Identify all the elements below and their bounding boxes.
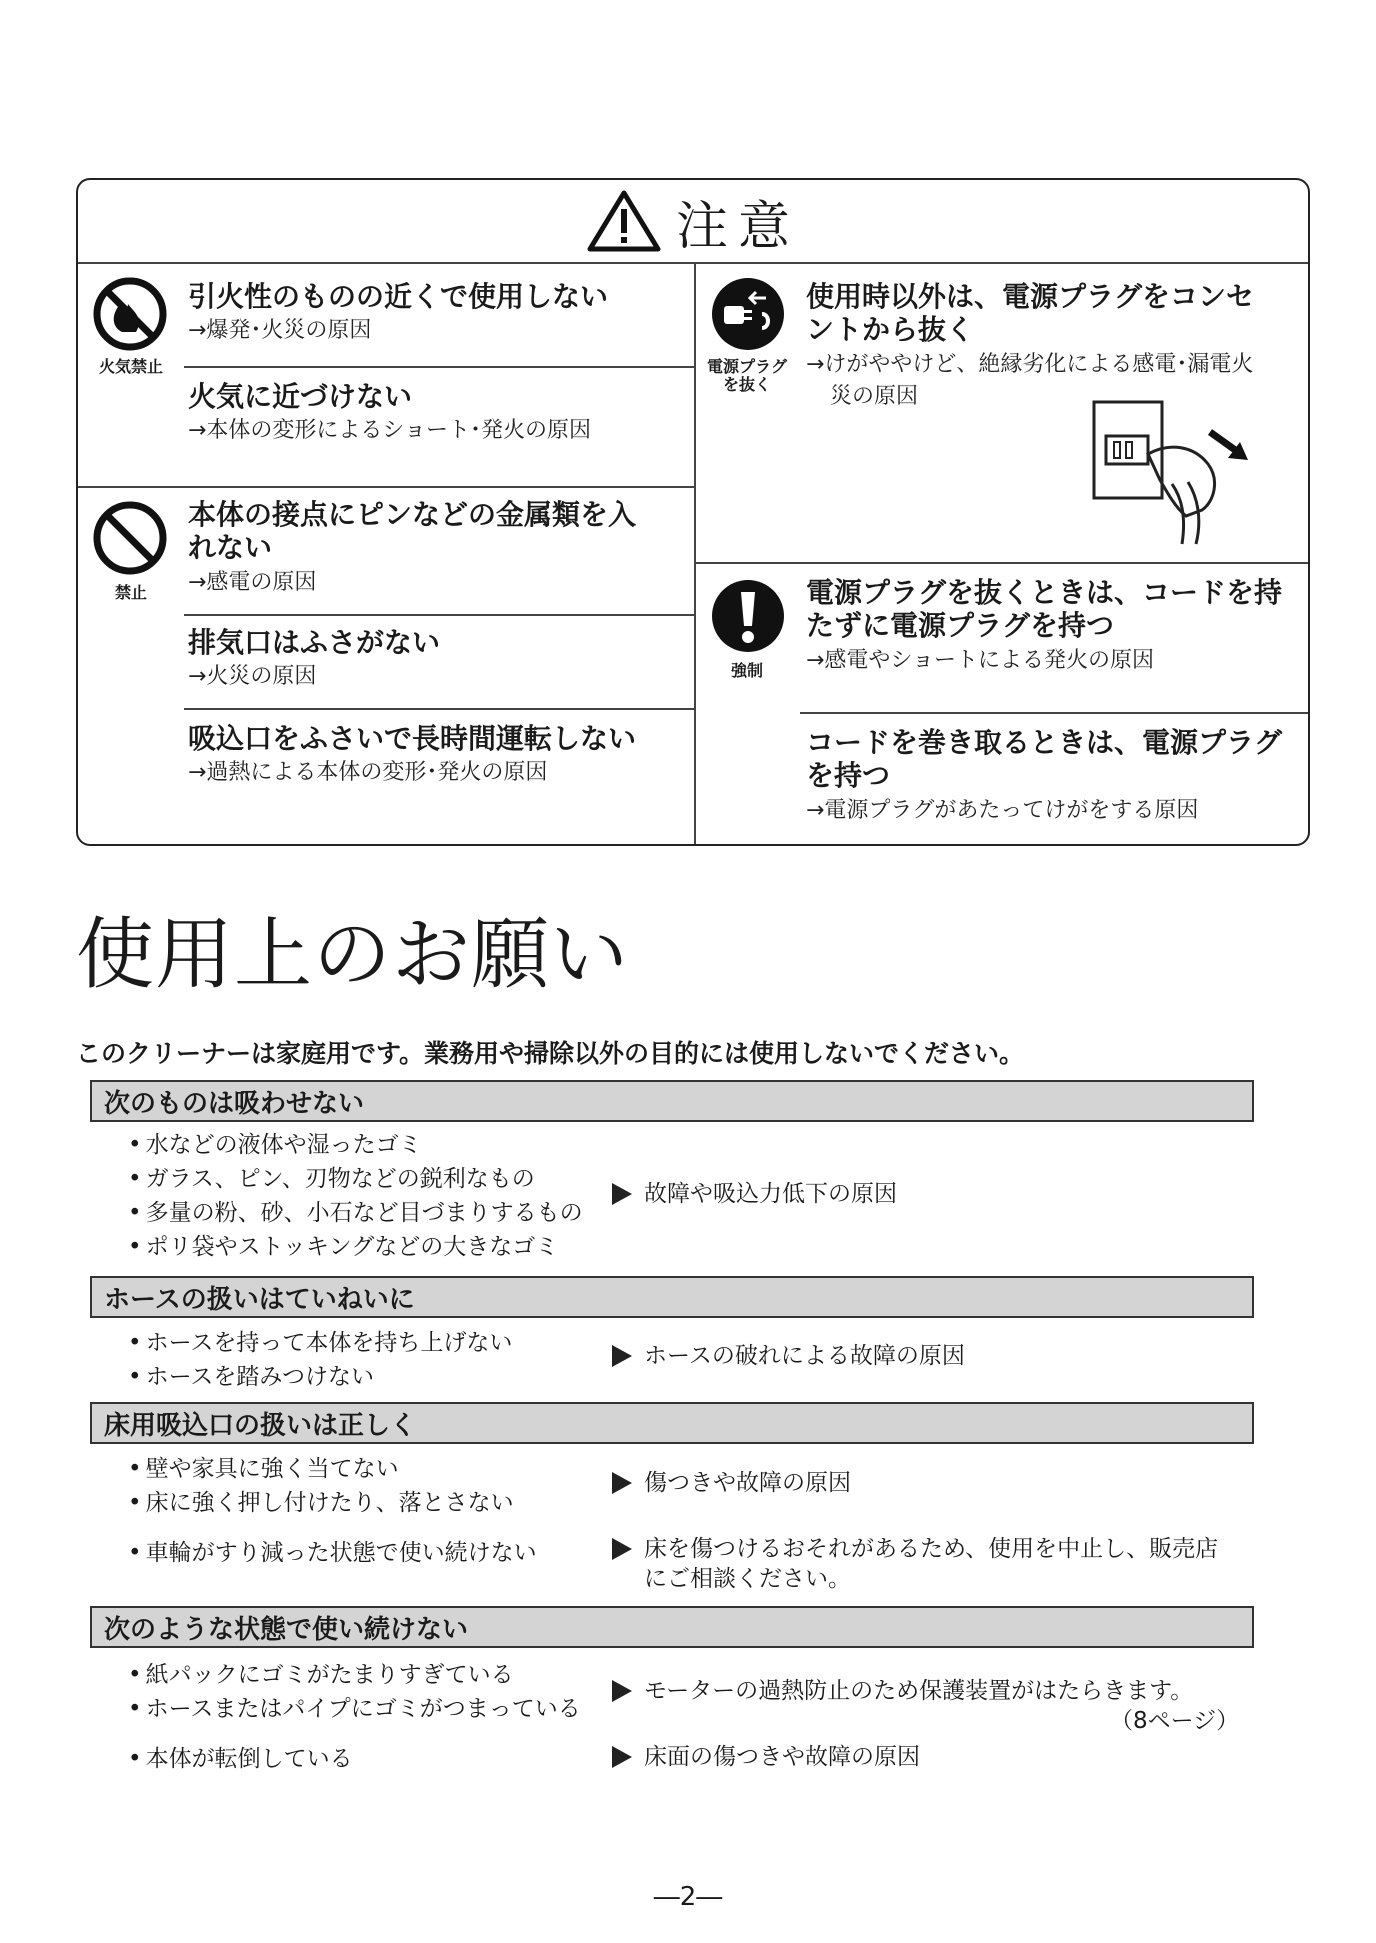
icon-label: 禁止 [114, 583, 147, 602]
divider [184, 614, 694, 616]
caution-header [78, 180, 1308, 262]
arrow-right-icon [612, 1538, 632, 1560]
caution-item-title: 引火性のものの近くで使用しない [188, 280, 609, 313]
list-item: • ガラス、ピン、刃物などの鋭利なもの [128, 1162, 535, 1196]
page-number: ―2― [653, 1882, 723, 1912]
divider [694, 262, 696, 844]
caution-item-cause: →過熱による本体の変形･発火の原因 [188, 760, 548, 785]
result-text: 故障や吸込力低下の原因 [644, 1181, 897, 1207]
arrow-right-icon [612, 1746, 632, 1768]
divider [184, 708, 694, 710]
list-item: • 床に強く押し付けたり、落とさない [128, 1486, 514, 1520]
list-item: • 紙パックにゴミがたまりすぎている [128, 1658, 514, 1692]
icon-label: を抜く [722, 375, 771, 394]
caution-item-title: 排気口はふさがない [188, 626, 441, 659]
section-header: 次のような状態で使い続けない [90, 1606, 1254, 1648]
arrow-right-icon [612, 1183, 632, 1205]
caution-item-title: れない [188, 531, 273, 564]
result-text: 傷つきや故障の原因 [644, 1470, 851, 1496]
caution-item-cause: 災の原因 [830, 384, 919, 409]
arrow-right-icon [612, 1680, 632, 1702]
icon-label: 強制 [730, 661, 763, 680]
list-item: • ホースまたはパイプにゴミがつまっている [128, 1692, 581, 1726]
list-item: • 水などの液体や湿ったゴミ [128, 1128, 422, 1162]
arrow-right-icon [612, 1345, 632, 1367]
list-item: • ポリ袋やストッキングなどの大きなゴミ [128, 1230, 558, 1264]
page-reference: （8ページ） [1110, 1708, 1240, 1734]
caution-item-title: を持つ [806, 759, 891, 792]
section-header: 床用吸込口の扱いは正しく [90, 1402, 1254, 1444]
caution-box [76, 178, 1310, 846]
section-header: 次のものは吸わせない [90, 1080, 1254, 1122]
divider [800, 712, 1308, 714]
warning-triangle-icon [586, 189, 662, 253]
caution-item-title: たずに電源プラグを持つ [806, 609, 1115, 642]
list-item: • ホースを持って本体を持ち上げない [128, 1326, 512, 1360]
unplug-icon [710, 276, 786, 352]
caution-item-title: コードを巻き取るときは、電源プラグ [806, 726, 1283, 759]
divider [78, 262, 1308, 264]
divider [184, 366, 694, 368]
list-item: • ホースを踏みつけない [128, 1360, 374, 1394]
result-text: 床面の傷つきや故障の原因 [644, 1744, 920, 1770]
list-item: • 多量の粉、砂、小石など目づまりするもの [128, 1196, 583, 1230]
prohibition-icon [92, 500, 168, 576]
caution-title: 注意 [675, 196, 800, 257]
result-text: ホースの破れによる故障の原因 [644, 1343, 965, 1369]
caution-item-cause: →感電やショートによる発火の原因 [806, 648, 1154, 673]
intro-text: このクリーナーは家庭用です。業務用や掃除以外の目的には使用しないでください。 [76, 1039, 1025, 1068]
result-text: モーターの過熱防止のため保護装置がはたらきます。 [644, 1678, 1194, 1704]
page-title: 使用上のお願い [76, 910, 630, 1000]
caution-item-cause: →爆発･火災の原因 [188, 318, 372, 343]
unplugging-illustration [1090, 398, 1260, 548]
no-fire-icon [92, 276, 168, 352]
caution-item-title: 吸込口をふさいで長時間運転しない [188, 722, 637, 755]
caution-item-title: 電源プラグを抜くときは、コードを持 [806, 576, 1283, 609]
mandatory-exclamation-icon [710, 578, 786, 654]
arrow-right-icon [612, 1472, 632, 1494]
caution-item-title: 火気に近づけない [188, 380, 413, 413]
caution-item-cause: →感電の原因 [188, 570, 317, 595]
divider [78, 486, 694, 488]
list-item: • 車輪がすり減った状態で使い続けない [128, 1536, 537, 1570]
caution-item-title: ントから抜く [806, 313, 975, 346]
caution-item-cause: →電源プラグがあたってけがをする原因 [806, 798, 1199, 823]
caution-item-cause: →本体の変形によるショート･発火の原因 [188, 418, 591, 443]
icon-label: 火気禁止 [98, 357, 163, 376]
result-text: にご相談ください。 [644, 1566, 851, 1592]
result-text: 床を傷つけるおそれがあるため、使用を中止し、販売店 [644, 1536, 1219, 1562]
section-header: ホースの扱いはていねいに [90, 1276, 1254, 1318]
caution-item-cause: →けがややけど、絶縁劣化による感電･漏電火 [806, 352, 1254, 377]
divider [694, 562, 1308, 564]
list-item: • 本体が転倒している [128, 1742, 353, 1776]
caution-item-title: 使用時以外は、電源プラグをコンセ [806, 280, 1255, 313]
list-item: • 壁や家具に強く当てない [128, 1452, 399, 1486]
caution-item-cause: →火災の原因 [188, 664, 317, 689]
caution-item-title: 本体の接点にピンなどの金属類を入 [188, 498, 637, 531]
icon-label: 電源プラグ [706, 357, 787, 376]
